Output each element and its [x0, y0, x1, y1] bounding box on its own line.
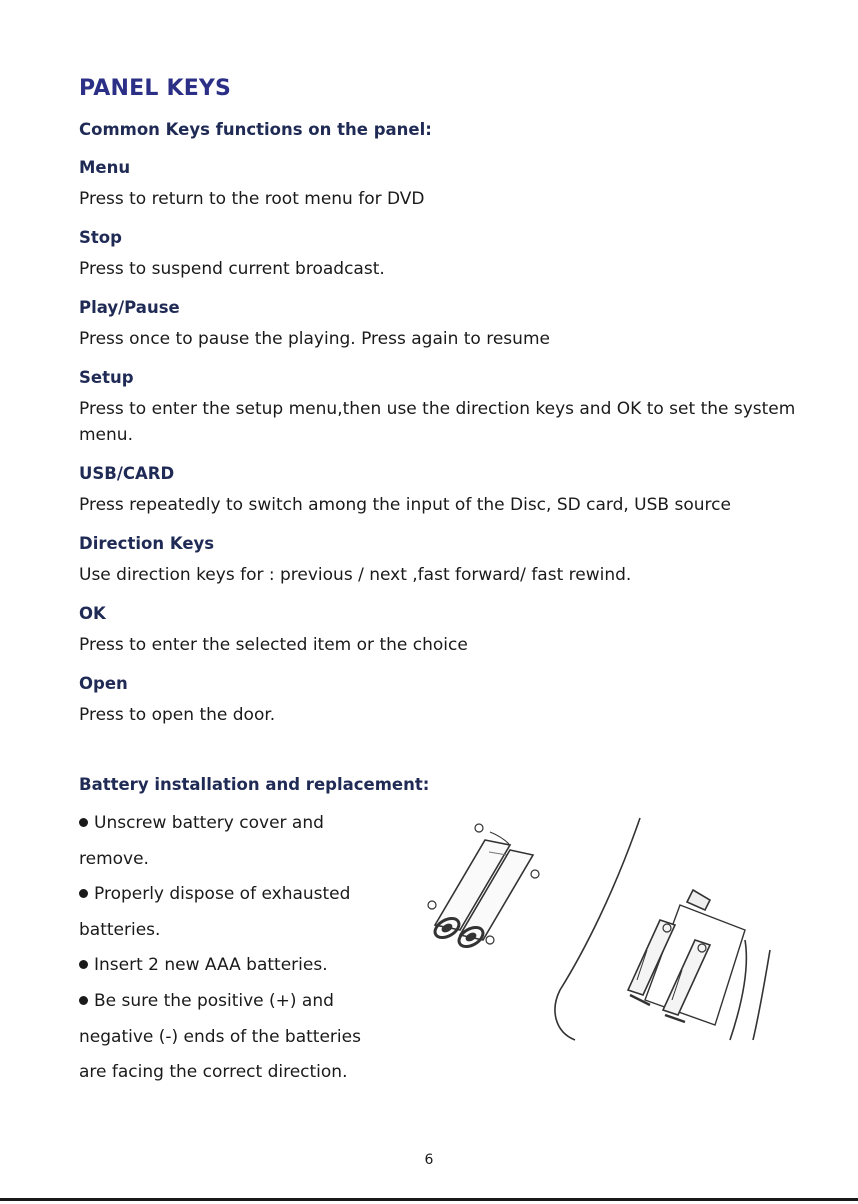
key-usb-card: [79, 456, 799, 526]
bottom-rule: [0, 1198, 858, 1201]
page-number: 6: [424, 1152, 434, 1168]
key-name: Setup: [79, 368, 134, 387]
bullet-icon: [79, 960, 88, 969]
instruction-line: negative (-) ends of the batteries: [79, 1026, 361, 1047]
instruction-line: Unscrew battery cover and: [79, 806, 419, 842]
key-name: USB/CARD: [79, 464, 175, 483]
key-name: OK: [79, 604, 106, 623]
battery-installation-illustration: [415, 810, 775, 1050]
key-name: Play/Pause: [79, 298, 180, 317]
key-description: Use direction keys for : previous / next ,fast forward/ fast rewind.: [79, 565, 632, 585]
key-ok: [79, 596, 799, 666]
key-setup: [79, 360, 799, 456]
key-description: Press to enter the selected item or the choice: [79, 635, 468, 655]
key-description: Press repeatedly to switch among the input of the Disc, SD card, USB source: [79, 495, 731, 515]
key-play-pause: [79, 290, 799, 360]
key-open: [79, 666, 799, 736]
instruction-line: are facing the correct direction.: [79, 1062, 348, 1083]
bullet-icon: [79, 818, 88, 827]
key-menu: [79, 150, 799, 220]
key-name: Open: [79, 674, 128, 693]
instruction-line: Properly dispose of exhausted: [79, 877, 419, 913]
key-list: [79, 150, 799, 736]
instruction-line: Insert 2 new AAA batteries.: [79, 948, 419, 984]
key-description: Press once to pause the playing. Press again to resume: [79, 329, 550, 349]
key-direction-keys: [79, 526, 799, 596]
key-description: Press to open the door.: [79, 705, 276, 725]
key-name: Menu: [79, 158, 131, 177]
intro-heading: Common Keys functions on the panel:: [79, 120, 432, 139]
battery-instructions: [79, 806, 419, 1091]
key-description: Press to enter the setup menu,then use the direction keys and OK to set the system menu.: [79, 399, 796, 445]
key-description: Press to suspend current broadcast.: [79, 259, 385, 279]
key-stop: [79, 220, 799, 290]
instruction-line: batteries.: [79, 919, 161, 940]
instruction-line: remove.: [79, 848, 149, 869]
key-name: Stop: [79, 228, 122, 247]
key-description: Press to return to the root menu for DVD: [79, 189, 425, 209]
page-title: PANEL KEYS: [79, 76, 232, 101]
key-name: Direction Keys: [79, 534, 215, 553]
loose-batteries-image: [428, 824, 539, 950]
bullet-icon: [79, 996, 88, 1005]
bullet-icon: [79, 889, 88, 898]
remote-battery-compartment-image: [555, 818, 770, 1040]
instruction-line: Be sure the positive (+) and: [79, 984, 419, 1020]
battery-heading: Battery installation and replacement:: [79, 775, 430, 794]
